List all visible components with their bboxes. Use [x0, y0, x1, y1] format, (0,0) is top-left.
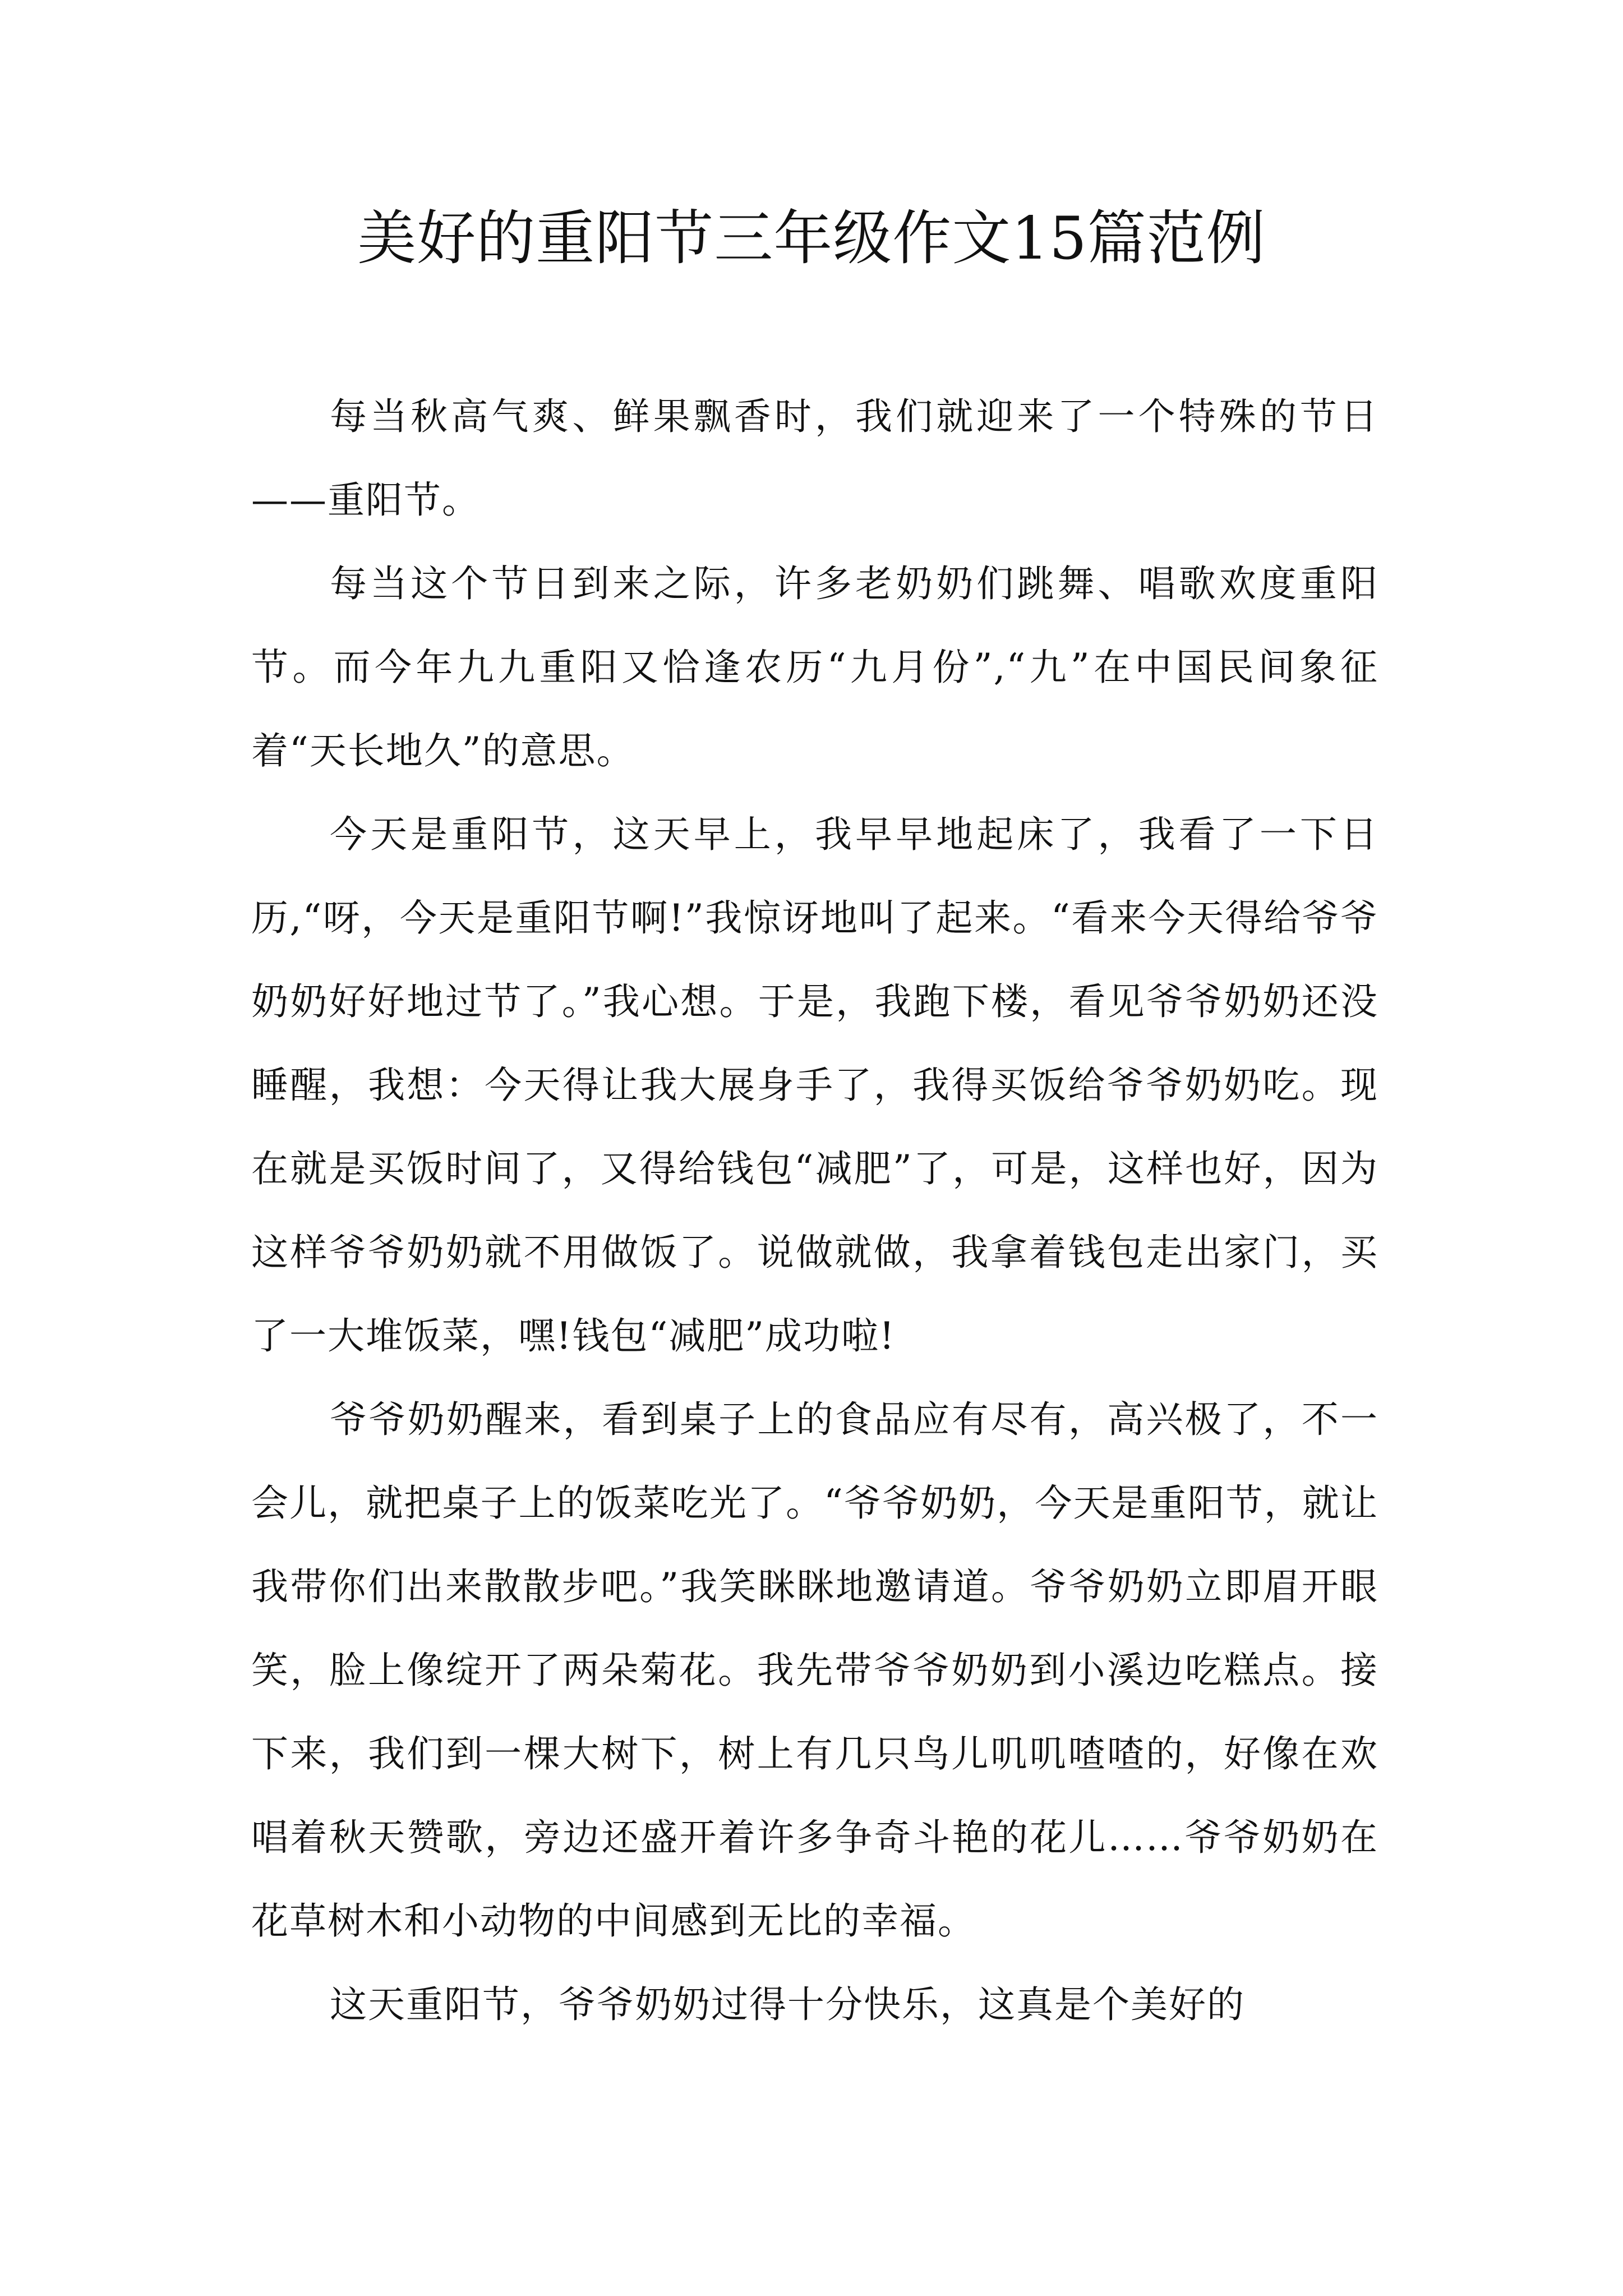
document-title: 美好的重阳节三年级作文15篇范例: [357, 204, 1266, 273]
paragraph: 今天是重阳节，这天早上，我早早地起床了，我看了一下日历,“呀，今天是重阳节啊!”我惊讶地叫了起来。“看来今天得给爷爷奶奶好好地过节了。”我心想。于是，我跑下楼，看见爷爷奶奶还没睡醒，我想：今天得让我大展身手了，我得买饭给爷爷奶奶吃。现在就是买饭时间了，又得给钱包“减肥”了，可是，这样也好，因为这样爷爷奶奶就不用做饭了。说做就做，我拿着钱包走出家门，买了一大堆饭菜，嘿!钱包“减肥”成功啦!: [251, 813, 1378, 1358]
paragraph: 每当这个节日到来之际，许多老奶奶们跳舞、唱歌欢度重阳节。而今年九九重阳又恰逢农历“九月份”,“九”在中国民间象征着“天长地久”的意思。: [251, 562, 1378, 772]
document-body: [251, 375, 1378, 2046]
paragraph: 爷爷奶奶醒来，看到桌子上的食品应有尽有，高兴极了，不一会儿，就把桌子上的饭菜吃光了。“爷爷奶奶，今天是重阳节，就让我带你们出来散散步吧。”我笑眯眯地邀请道。爷爷奶奶立即眉开眼笑，脸上像绽开了两朵菊花。我先带爷爷奶奶到小溪边吃糕点。接下来，我们到一棵大树下，树上有几只鸟儿叽叽喳喳的，好像在欢唱着秋天赞歌，旁边还盛开着许多争奇斗艳的花儿……爷爷奶奶在花草树木和小动物的中间感到无比的幸福。: [251, 1398, 1378, 1943]
paragraph: 这天重阳节，爷爷奶奶过得十分快乐，这真是个美好的: [330, 1983, 1245, 2026]
paragraph: 每当秋高气爽、鲜果飘香时，我们就迎来了一个特殊的节日——重阳节。: [251, 395, 1378, 522]
